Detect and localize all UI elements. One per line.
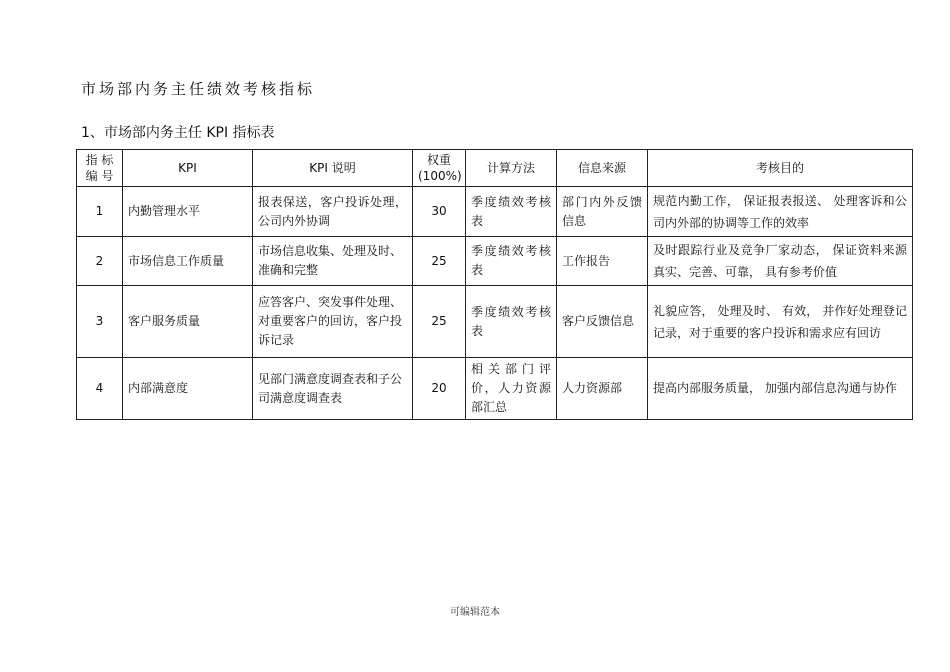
- kpi-description: 见部门满意度调查表和子公司满意度调查表: [253, 358, 413, 420]
- header-row: [77, 150, 913, 187]
- kpi-name: 市场信息工作质量: [123, 237, 253, 286]
- kpi-name: 客户服务质量: [123, 286, 253, 358]
- kpi-table: [76, 149, 913, 420]
- kpi-weight: 20: [413, 358, 466, 420]
- kpi-name: 内勤管理水平: [123, 187, 253, 237]
- calculation-method: 季度绩效考核表: [466, 237, 557, 286]
- header-cell: 计算方法: [466, 150, 557, 187]
- table-row: [77, 358, 913, 420]
- header-cell: 权重 (100%): [413, 150, 466, 187]
- table-row: [77, 187, 913, 237]
- row-number: 2: [77, 237, 123, 286]
- row-number: 3: [77, 286, 123, 358]
- assessment-purpose: 礼貌应答， 处理及时、 有效， 并作好处理登记记录，对于重要的客户投诉和需求应有回访: [648, 286, 913, 358]
- header-cell: 信息来源: [557, 150, 648, 187]
- assessment-purpose: 及时跟踪行业及竞争厂家动态， 保证资料来源真实、完善、可靠， 具有参考价值: [648, 237, 913, 286]
- kpi-weight: 25: [413, 286, 466, 358]
- kpi-weight: 25: [413, 237, 466, 286]
- calculation-method: 季度绩效考核表: [466, 286, 557, 358]
- table-row: [77, 286, 913, 358]
- header-cell: KPI 说明: [253, 150, 413, 187]
- header-cell: 考核目的: [648, 150, 913, 187]
- kpi-weight: 30: [413, 187, 466, 237]
- information-source: 部门内外反馈信息: [557, 187, 648, 237]
- information-source: 工作报告: [557, 237, 648, 286]
- information-source: 人力资源部: [557, 358, 648, 420]
- calculation-method: 相关部门评价，人力资源部汇总: [466, 358, 557, 420]
- document-title: 市场部内务主任绩效考核指标: [81, 80, 316, 98]
- header-cell: KPI: [123, 150, 253, 187]
- table-row: [77, 237, 913, 286]
- row-number: 4: [77, 358, 123, 420]
- header-cell: 指 标 编 号: [77, 150, 123, 187]
- calculation-method: 季度绩效考核表: [466, 187, 557, 237]
- kpi-name: 内部满意度: [123, 358, 253, 420]
- section-title: 1、市场部内务主任 KPI 指标表: [81, 125, 275, 141]
- page-footer: 可编辑范本: [450, 607, 500, 618]
- information-source: 客户反馈信息: [557, 286, 648, 358]
- kpi-description: 市场信息收集、处理及时、准确和完整: [253, 237, 413, 286]
- assessment-purpose: 提高内部服务质量， 加强内部信息沟通与协作: [648, 358, 913, 420]
- kpi-description: 应答客户、突发事件处理、对重要客户的回访，客户投诉记录: [253, 286, 413, 358]
- assessment-purpose: 规范内勤工作， 保证报表报送、 处理客诉和公司内外部的协调等工作的效率: [648, 187, 913, 237]
- row-number: 1: [77, 187, 123, 237]
- kpi-description: 报表保送，客户投诉处理，公司内外协调: [253, 187, 413, 237]
